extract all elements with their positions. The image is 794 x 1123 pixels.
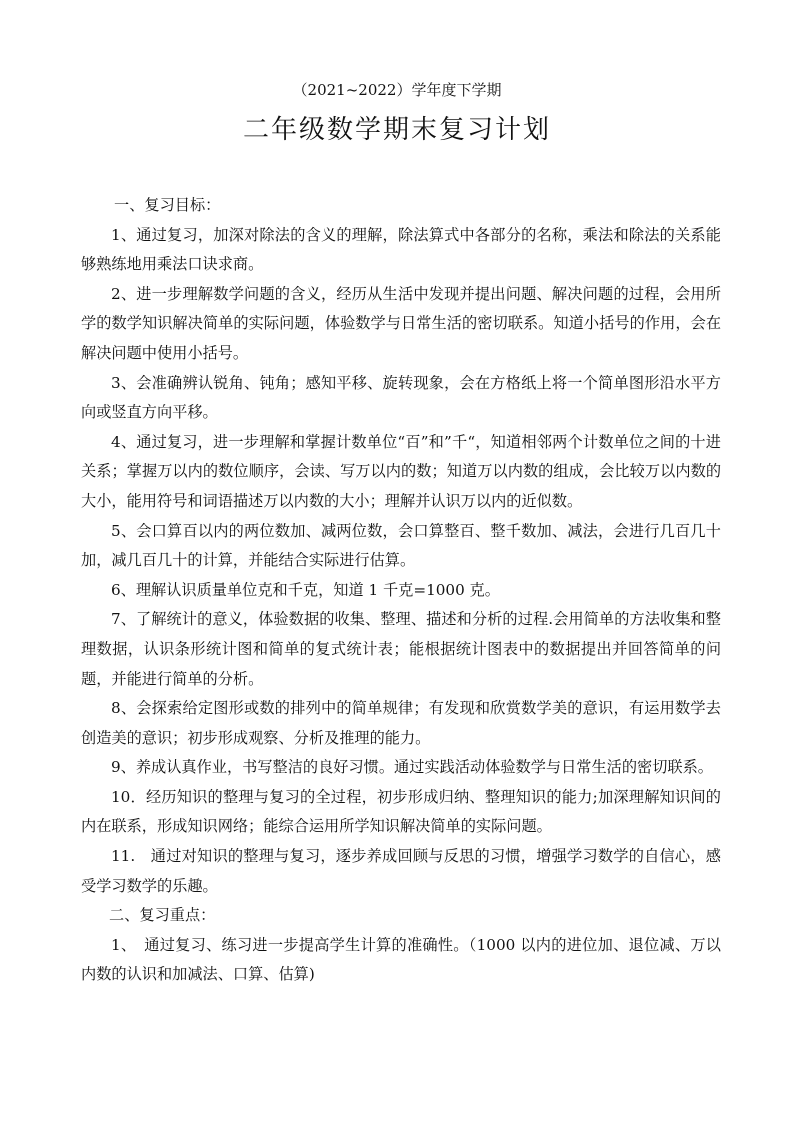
focus-item-1: 1、 通过复习、练习进一步提高学生计算的准确性。（1000 以内的进位加、退位减、万以内数的认识和加减法、口算、估算) — [81, 935, 721, 984]
goal-item-8: 8、会探索给定图形或数的排列中的简单规律；有发现和欣赏数学美的意识，有运用数学去创造美的意识；初步形成观察、分析及推理的能力。 — [81, 699, 721, 747]
goal-item-9: 9、养成认真作业，书写整洁的良好习惯。通过实践活动体验数学与日常生活的密切联系。 — [111, 758, 713, 777]
document-subtitle: （2021~2022）学年度下学期 — [292, 81, 502, 99]
section-heading-review-focus: 二、复习重点： — [109, 906, 216, 925]
goal-item-7: 7、了解统计的意义，体验数据的收集、整理、描述和分析的过程.会用简单的方法收集和整理数据，认识条形统计图和简单的复式统计表；能根据统计图表中的数据提出并回答简单的问题，并能进行简单的分析。 — [81, 610, 721, 688]
document-title: 二年级数学期末复习计划 — [242, 115, 551, 145]
goal-item-11: 11. 通过对知识的整理与复习，逐步养成回顾与反思的习惯，增强学习数学的自信心，感受学习数学的乐趣。 — [81, 847, 721, 895]
goal-item-3: 3、会准确辨认锐角、钝角；感知平移、旋转现象，会在方格纸上将一个简单图形沿水平方向或竖直方向平移。 — [81, 373, 721, 422]
goal-item-1: 1、通过复习，加深对除法的含义的理解，除法算式中各部分的名称，乘法和除法的关系能够熟练地用乘法口诀求商。 — [81, 225, 721, 274]
document-body — [81, 191, 721, 990]
goal-item-2: 2、进一步理解数学问题的含义，经历从生活中发现并提出问题、解决问题的过程，会用所学的数学知识解决简单的实际问题，体验数学与日常生活的密切联系。知道小括号的作用，会在解决问题中使用小括号。 — [81, 284, 721, 362]
goal-item-5: 5、会口算百以内的两位数加、减两位数，会口算整百、整千数加、减法，会进行几百几十加，减几百几十的计算，并能结合实际进行估算。 — [81, 521, 721, 570]
goal-item-6: 6、理解认识质量单位克和千克，知道 1 千克=1000 克。 — [111, 580, 500, 599]
section-heading-review-goals: 一、复习目标： — [114, 196, 221, 214]
goal-item-10: 10．经历知识的整理与复习的全过程，初步形成归纳、整理知识的能力;加深理解知识间的内在联系，形成知识网络；能综合运用所学知识解决简单的实际问题。 — [81, 787, 721, 836]
goal-item-4: 4、通过复习，进一步理解和掌握计数单位“百”和”千“，知道相邻两个计数单位之间的十进关系；掌握万以内的数位顺序，会读、写万以内的数；知道万以内数的组成，会比较万以内数的大小，能用符号和词语描述万以内数的大小；理解并认识万以内的近似数。 — [81, 432, 721, 510]
